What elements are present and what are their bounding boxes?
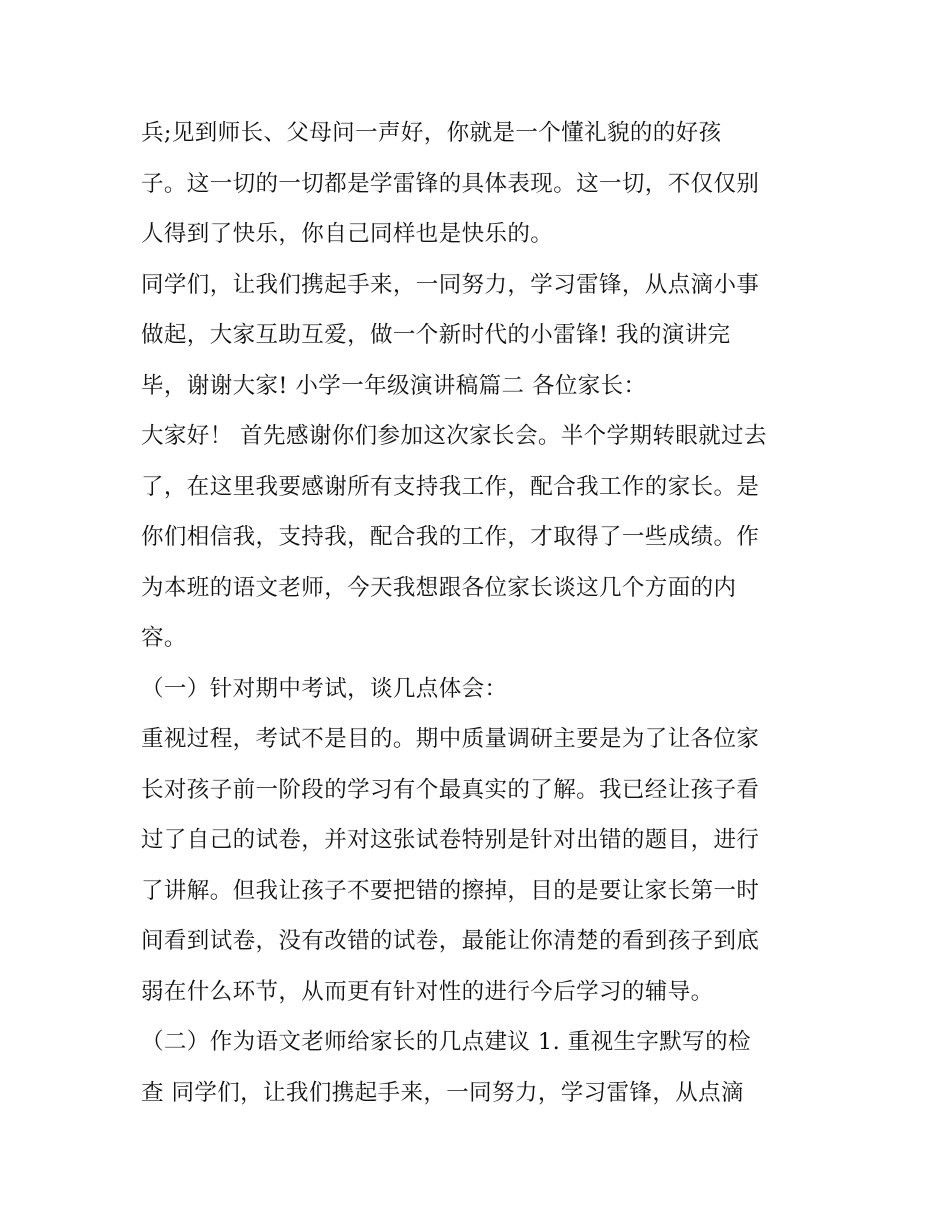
section-heading: （二）作为语文老师给家长的几点建议 1. 重视生字默写的检 [141,1029,751,1055]
text-line: 大家好！ 首先感谢你们参加这次家长会。半个学期转眼就过去 [141,423,767,449]
text-line: 子。这一切的一切都是学雷锋的具体表现。这一切，不仅仅别 [141,170,760,197]
text-line: 了讲解。但我让孩子不要把错的擦掉，目的是要让家长第一时 [141,877,760,904]
body-text [141,108,821,1118]
section-heading: （一）针对期中考试，谈几点体会： [141,675,508,702]
text-line: 你们相信我，支持我，配合我的工作，才取得了一些成绩。作 [141,524,760,550]
text-line: 人得到了快乐，你自己同样也是快乐的。 [141,221,554,247]
text-line: 同学们，让我们携起手来，一同努力，学习雷锋，从点滴小事 [141,271,760,298]
text-line: 查 同学们，让我们携起手来，一同努力，学习雷锋，从点滴 [141,1079,744,1106]
text-line: 为本班的语文老师，今天我想跟各位家长谈这几个方面的内 [141,574,737,601]
text-line: 弱在什么环节，从而更有针对性的进行今后学习的辅导。 [141,978,714,1005]
text-line: 过了自己的试卷，并对这张试卷特别是针对出错的题目，进行 [141,827,760,853]
text-line: 间看到试卷，没有改错的试卷，最能让你清楚的看到孩子到底 [141,928,760,954]
text-line: 重视过程，考试不是目的。期中质量调研主要是为了让各位家 [141,726,760,752]
text-line: 容。 [141,625,187,651]
text-line: 兵;见到师长、父母问一声好，你就是一个懂礼貌的的好孩 [141,120,722,146]
text-line: 了，在这里我要感谢所有支持我工作，配合我工作的家长。是 [141,473,760,500]
text-line: 长对孩子前一阶段的学习有个最真实的了解。我已经让孩子看 [141,776,760,803]
text-line: 做起，大家互助互爱，做一个新时代的小雷锋! 我的演讲完 [141,322,731,348]
text-line: 毕，谢谢大家! 小学一年级演讲稿篇二 各位家长： [141,372,647,399]
